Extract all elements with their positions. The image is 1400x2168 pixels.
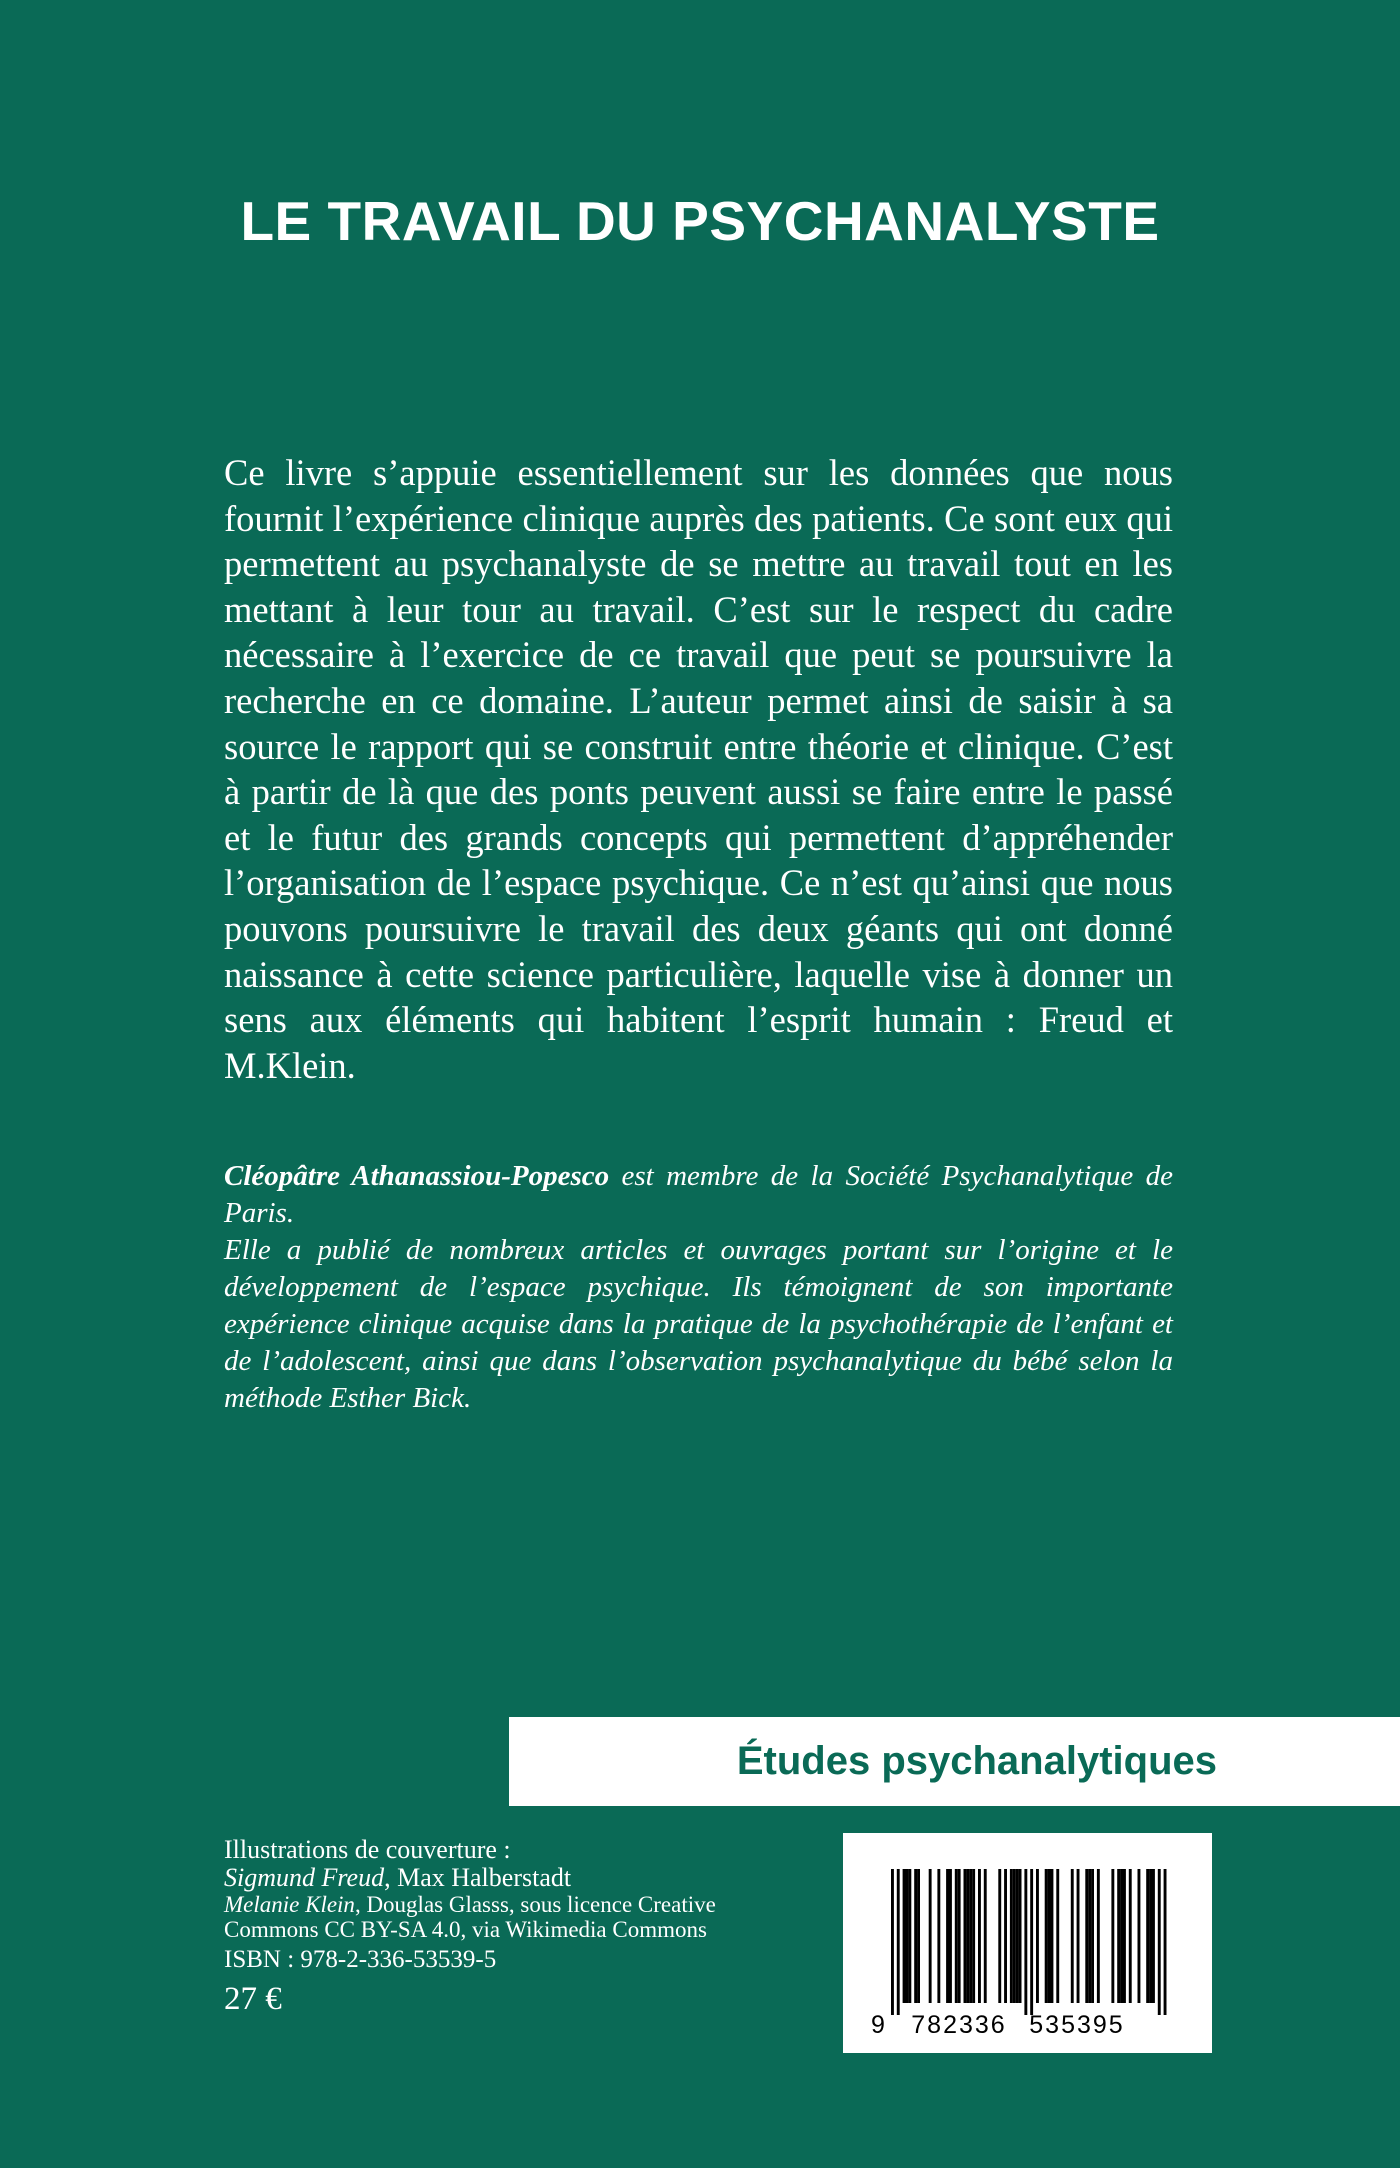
barcode-bar [917, 1869, 920, 2003]
barcode-bar [955, 1869, 958, 2003]
barcode-bar [1117, 1869, 1120, 2003]
barcode-guard-bar [1030, 1869, 1033, 2015]
barcode-bar [958, 1869, 961, 2003]
barcode-bar [903, 1869, 906, 2003]
barcode-bar [914, 1869, 917, 2003]
price: 27 € [224, 1981, 282, 2017]
barcode-bar [1123, 1869, 1126, 2003]
barcode-bar [1091, 1869, 1094, 2003]
barcode-bar [946, 1869, 949, 2003]
barcode-bar [1071, 1869, 1074, 2003]
barcode-bar [1004, 1869, 1007, 2003]
author-intro [224, 1158, 1173, 1232]
barcode-bar [1111, 1869, 1114, 2003]
isbn-text: ISBN : 978-2-336-53539-5 [224, 1946, 497, 1973]
barcode-bar [1013, 1869, 1016, 2003]
barcode-bar [1051, 1869, 1054, 2003]
barcode-left-group: 782336 [911, 2011, 1007, 2039]
credits-heading: Illustrations de couverture : [224, 1835, 511, 1864]
barcode-bar [1088, 1869, 1091, 2003]
barcode-bar [1085, 1869, 1088, 2003]
author-details: Elle a publié de nombreux articles et ouvrages portant sur l’origine et le développement de l’espace psychique. Ils témoignent de son importante expérience clinique acquise dans la pratique de la psychothérapie de l’enfant et de l’adolescent, ainsi que dans l’observation psychanalytique du bébé selon la méthode Esther Bick. [224, 1234, 1173, 1414]
credit-line-freud [224, 1864, 784, 1892]
author-membership: est membre de la Société Psychanalytique de Paris. [224, 1160, 1173, 1229]
barcode-bar [1048, 1869, 1051, 2003]
barcode-guard-bar [891, 1869, 894, 2015]
barcode-bar [1016, 1869, 1019, 2003]
barcode-bar [1120, 1869, 1123, 2003]
barcode-bar [984, 1869, 987, 2003]
barcode-guard-bar [897, 1869, 900, 2015]
barcode-bar [972, 1869, 975, 2003]
barcode-bar [1138, 1869, 1141, 2003]
barcode-bar [1097, 1869, 1100, 2003]
barcode-bar [908, 1869, 911, 2003]
barcode-bar [1077, 1869, 1080, 2003]
barcode-panel [843, 1833, 1212, 2053]
book-title: LE TRAVAIL DU PSYCHANALYSTE [240, 190, 1160, 252]
barcode-bar [1149, 1869, 1152, 2003]
barcode-bar [929, 1869, 932, 2003]
barcode-bar [949, 1869, 952, 2003]
author-name: Cléopâtre Athanassiou-Popesco [224, 1160, 610, 1192]
author-bio [224, 1158, 1173, 1417]
barcode-first-digit: 9 [871, 2011, 885, 2039]
barcode-bar [1036, 1869, 1039, 2003]
collection-band [509, 1717, 1400, 1806]
barcode-bar [1146, 1869, 1149, 2003]
barcode-bar [1019, 1869, 1022, 2003]
credit-line-klein [224, 1892, 784, 1917]
barcode-bar [1010, 1869, 1013, 2003]
credit-subject-freud: Sigmund Freud [224, 1863, 385, 1892]
barcode-bar [1056, 1869, 1059, 2003]
barcode-guard-bar [1158, 1869, 1161, 2015]
credit-subject-klein: Melanie Klein [224, 1892, 355, 1917]
barcode-bar [966, 1869, 969, 2003]
barcode-bar [937, 1869, 940, 2003]
barcode-bar [1129, 1869, 1132, 2003]
barcode-bar [964, 1869, 967, 2003]
barcode-bar [969, 1869, 972, 2003]
credit-photographer-klein: , Douglas Glasss, sous licence Creative [354, 1892, 716, 1917]
barcode-right-group: 535395 [1029, 2011, 1125, 2039]
barcode [843, 1833, 1212, 2053]
cover-credits [224, 1836, 784, 2019]
barcode-bar [978, 1869, 981, 2003]
barcode-guard-bar [1024, 1869, 1027, 2015]
credit-photographer-freud: , Max Halberstadt [384, 1863, 572, 1892]
back-cover-blurb: Ce livre s’appuie essentiellement sur les données que nous fournit l’expérience clinique auprès des patients. Ce sont eux qui permettent au psychanalyste de se mettre au travail tout en les mettant à leur tour au travail. C’est sur le respect du cadre nécessaire à l’exercice de ce travail que peut se poursuivre la recherche en ce domaine. L’auteur permet ainsi de saisir à sa source le rapport qui se construit entre théorie et clinique. C’est à partir de là que des ponts peuvent aussi se faire entre le passé et le futur des grands concepts qui permettent d’appréhender l’organisation de l’espace psychique. Ce n’est qu’ainsi que nous pouvons poursuivre le travail des deux géants qui ont donné naissance à cette science particulière, laquelle vise à donner un sens aux éléments qui habitent l’esprit humain : Freud et M.Klein. [224, 452, 1173, 1086]
barcode-bar [1045, 1869, 1048, 2003]
barcode-bar [998, 1869, 1001, 2003]
credit-license: Commons CC BY-SA 4.0, via Wikimedia Commons [224, 1917, 707, 1942]
barcode-bar [1152, 1869, 1155, 2003]
collection-name: Études psychanalytiques [736, 1739, 1217, 1783]
barcode-bar [906, 1869, 909, 2003]
barcode-guard-bar [1164, 1869, 1167, 2015]
